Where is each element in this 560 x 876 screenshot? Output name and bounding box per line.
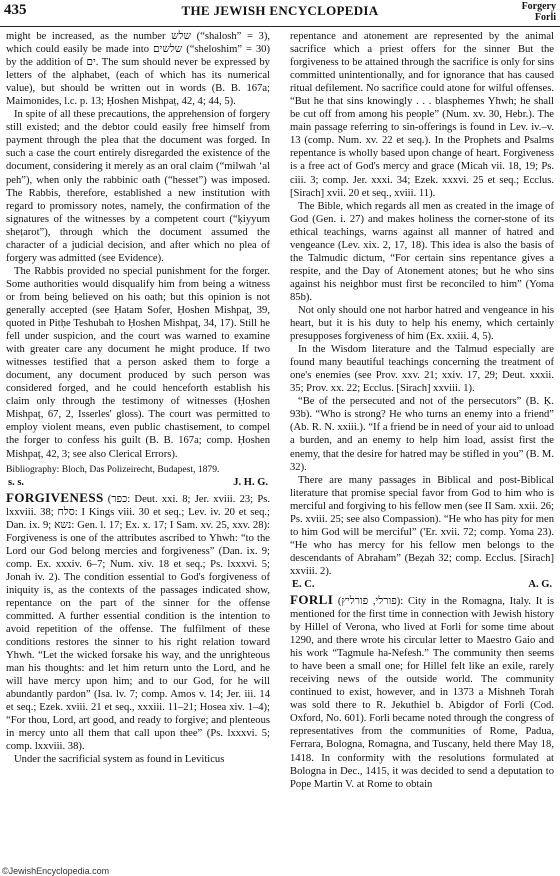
site-watermark: ©JewishEncyclopedia.com	[2, 866, 110, 876]
signature-classification: s. s.	[8, 476, 25, 488]
entry-text: (פורלי, פורליץ): City in the Romagna, Italy. It is mentioned for the first time in connection with Jewish history by Hillel of Verona, who lived at Forli for some time about 1290, and there wrote his circular letter to Maestro Gaio and his work “Tagmule ha-Nefesh.” The community then seems to have been a small one; for Hillel felt like an exile, rarely receiving news of the outside world. The community continued to exist, however, and in 1373 a Mishneh Torah was sold there to R. Jekuthiel b. Abigdor of Forli (Cod. Oxford, No. 601). Forli became noted through the congress of representatives from the communities of Rome, Padua, Ferrara, Bologna, Romagna, and Tuscany, held there May 18, 1418. In conformity with the resolutions formulated at Bologna in Dec., 1415, it was decided to send a deputation to Pope Martin V. at Rome to obtain	[290, 595, 554, 790]
right-column	[290, 30, 554, 868]
page-number: 435	[4, 2, 27, 18]
paragraph: The Bible, which regards all men as created in the image of God (Gen. i. 27) and makes holiness the corner-stone of its ethical teachings, warns against all manner of hatred and vengeance (Lev. xix. 2, 17, 18). This idea is also the basis of the Talmudic dictum, “For certain sins repentance gives a respite, and the Day of Atonement atones; but he who sins against his neighbor must first be reconciled to him” (Yoma 85b).	[290, 200, 554, 303]
bibliography: Bibliography: Bloch, Das Polizeirecht, Budapest, 1879.	[6, 463, 220, 475]
running-head	[522, 1, 556, 23]
signature-author: A. G.	[528, 578, 552, 590]
paragraph: The Rabbis provided no special punishment for the forger. Some authorities would disqualify him from being a witness or from being believed on his oath; but this opinion is not generally accepted (see Ḥatam Sofer, Ḥoshen Mishpaṭ, 39, quoted in Pitḥe Teshubah to Ḥoshen Mishpaṭ, 34, 17). Still he fell under suspicion, and the court was warned to examine with greater care any document he might produce. If two witnesses testified that a person asked them to forge a document, any document produced by such person was considered forged, and he could henceforth establish his claim only through the testimony of witnesses (Ḥoshen Mishpaṭ, 67, 2, Isserles' gloss). The court was permitted to employ violent means, even public chastisement, to compel the forger to confess his guilt (B. B. 167a; comp. Ḥoshen Mishpaṭ, 42, 3; see also Clerical Errors).	[6, 265, 270, 460]
paragraph: might be increased, as the number שלש (“shalosh” = 3), which could easily be made into שלשים (“sheloshim” = 30) by the addition of ים. The sum should never be expressed by letters of the alphabet, (each of which has its numerical value), but should be written out in words (B. B. 167a; Maimonides, l.c. p. 13; Ḥoshen Mishpaṭ, 42, 4; 44, 5).	[6, 31, 270, 108]
signature-author: J. H. G.	[233, 476, 268, 488]
entry-forgiveness	[6, 491, 270, 754]
entry-text: (כפר: Deut. xxi. 8; Jer. xviii. 23; Ps. lxxviii. 38; סלח: I Kings viii. 30 et seq.; Lev. iv. 20 et seq.; Dan. ix. 9; נשא: Gen. l. 17; Ex. x. 17; I Sam. xv. 25, xxv. 28): Forgiveness is one of the attributes ascribed to Yhwh: “to the Lord our God belong mercies and forgiveness” (Dan. ix. 9; comp. Ex. xxxiv. 6–7; Num. xiv. 18 et seq.; Ps. lxxxvi. 5; Jonah iv. 2). The condition essential to God's forgiveness of iniquity is, as the contexts of the passages indicated show, repentance on the part of the sinner for the offense committed. A further essential condition is the intention to avoid repetition of the offense. The fulfilment of these conditions restores the sinner to his right relation toward Yhwh. “Let the wicked forsake his way, and the unrighteous man his thoughts: and let him return unto the Lord, and he will have mercy upon him; and to our God, for he will abundantly pardon” (Isa. lv. 7; comp. Amos v. 14; Jer. iii. 14 et seq.; Ezek. xviii. 21 et seq., xxxiii. 11–21; Hosea xiv. 1–4); “For thou, Lord, art good, and ready to forgive; and plenteous in mercy unto all them that call upon thee” (Ps. lxxxvi. 5; comp. lxxviii. 38).	[6, 493, 270, 753]
entry-forli	[290, 593, 554, 791]
paragraph: “Be of the persecuted and not of the persecutors” (B. Ḳ. 93b). “Who is strong? He who turns an enemy into a friend” (Ab. R. N. xxiii.). “If a friend be in need of your aid to unload a burden, and an enemy to help him load, assist first the enemy, that the desire for hatred may be stifled in you” (B. M. 32).	[290, 396, 554, 473]
paragraph: There are many passages in Biblical and post-Biblical literature that promise special favor from God to him who is merciful and forgiving to his fellow men (see II Sam. xxii. 26; Ps. xviii. 25; see also Compassion). “He who has pity for men to him God will be merciful” ('Er. xvii. 72; comp. Yoma 23). “He who has mercy for his fellow men belongs to the descendants of Abraham” (Beẓah 32; comp. Ecclus. [Sirach] xxviii. 2).	[290, 474, 554, 577]
paragraph: Under the sacrificial system as found in Leviticus	[14, 754, 225, 766]
signature-line	[6, 476, 270, 489]
page-header	[0, 0, 560, 27]
paragraph: Not only should one not harbor hatred and vengeance in his heart, but it is his duty to help his enemy, which certainly presupposes forgiveness of him (Ex. xxiii. 4, 5).	[290, 304, 554, 343]
running-head-first: Forgery	[521, 1, 556, 12]
journal-title: THE JEWISH ENCYCLOPEDIA	[181, 3, 379, 18]
running-head-last: Forli	[534, 12, 556, 23]
paragraph: repentance and atonement are represented by the animal sacrifice which a priest offers for the sinner But the forgiveness to be attained through the sacrifice is only for sins committed unintentionally, and for ignorance that has caused ritual defilement. No sacrifice could atone for wilful offenses. “But he that sins knowingly . . . blasphemes Yhwh; he shall be cut off from among his people” (Num. xv. 30, Hebr.). The main passage referring to sin-offerings is found in Lev. iv.–v. 13 (comp. Num. xv. 22 et seq.). In the Prophets and Psalms repentance is wholly based upon change of heart. Forgiveness is a free act of God's mercy and grace (Micah vii. 18, 19; Ps. ciii. 3; comp. Jer. xxxi. 34; Ezek. xxxvi. 25 et seq.; Ecclus. [Sirach] xvii. 20 et seq., xviii. 11).	[290, 31, 554, 199]
entry-headword: FORGIVENESS	[6, 489, 104, 505]
signature-line	[290, 578, 554, 591]
paragraph: In the Wisdom literature and the Talmud especially are found many beautiful teachings concerning the treatment of one's enemies (see Prov. xxv. 21; xxiv. 17, 29; Deut. xxxii. 35; Prov. xx. 22; Ecclus. [Sirach] xxviii. 1).	[290, 344, 554, 395]
entry-headword: FORLI	[290, 591, 334, 607]
signature-classification: E. C.	[292, 578, 315, 590]
left-column	[6, 30, 270, 868]
paragraph: In spite of all these precautions, the apprehension of forgery still existed; and the debtor could easily free himself from payment through the plea that the document was forged. In such a case the court entirely disregarded the existence of the document, considering it merely as an oral claim (“milwah ‘al peh”), when only the rabbinic oath (“hesset”) was imposed. The Rabbis, therefore, established a new institution with regard to promissory notes, namely, the confirmation of the signatures of the witnesses by a competent court (“ḳiyyum sheṭarot”), through which the document assumed the character of a judicial decision, and after which no plea of forgery was admitted (see Evidence).	[6, 109, 270, 264]
